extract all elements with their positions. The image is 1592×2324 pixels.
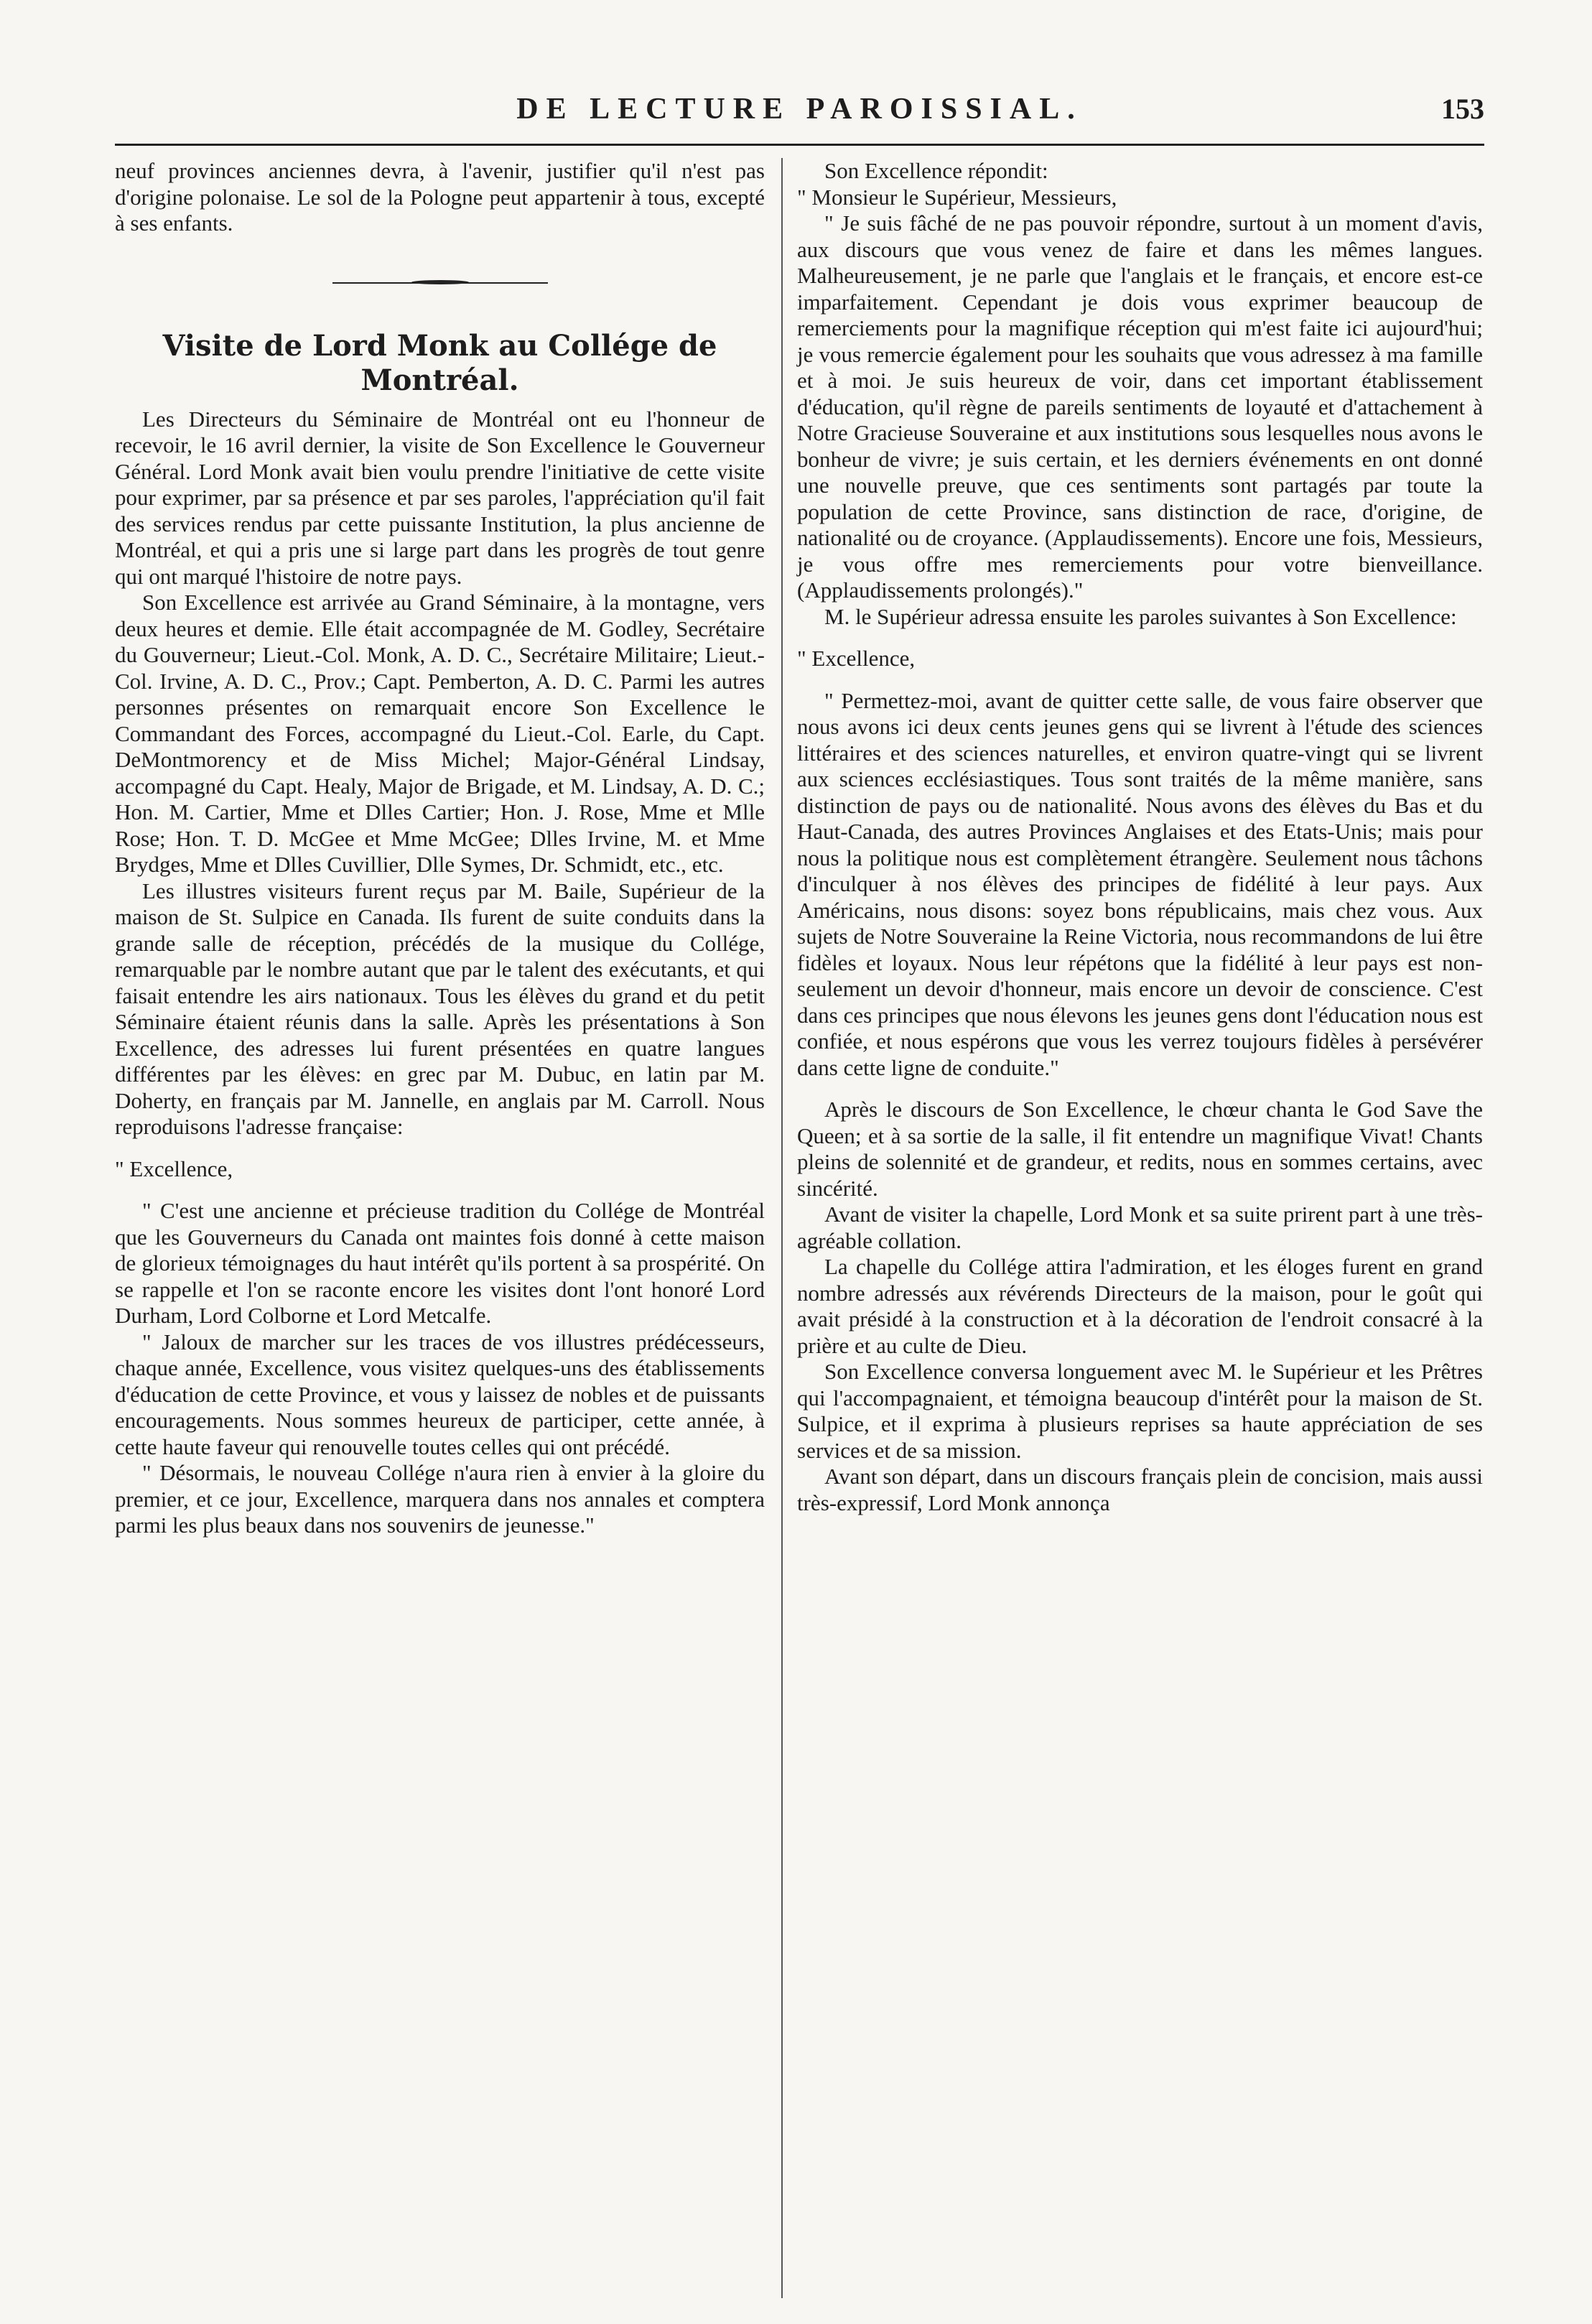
reply-paragraph: " Je suis fâché de ne pas pouvoir répondre, surtout à un moment d'avis, aux discours que vous venez de faire et dans les mêmes langues. Malheureusement, je ne parle que l'anglais et le français, et encore est-ce imparfaitement. Cependant je dois vous exprimer beaucoup de remerciements pour la magnifique réception qui m'est faite ici aujourd'hui; je vous remercie également pour les souhaits que vous adressez à ma famille et à moi. Je suis heureux de voir, dans cet important établissement d'éducation, qu'il règne de pareils sentiments de loyauté et d'attachement à Notre Gracieuse Souveraine et aux institutions sous lesquelles nous avons le bonheur de vivre; je suis certain, et les derniers événements en ont donné une nouvelle preuve, que ces sentiments sont partagés par toute la population de cette Province, sans distinction de race, d'origine, de nationalité ou de croyance. (Applaudissements). Encore une fois, Messieurs, je vous offre mes remerciements pour votre bienveillance. (Applaudissements prolongés)."	[797, 210, 1483, 603]
page-number: 153	[1441, 93, 1484, 125]
address-paragraph: " Jaloux de marcher sur les traces de vos illustres prédécesseurs, chaque année, Excellence, vous visitez quelques-uns des établissements d'éducation de cette Province, et vous y laissez de nobles et de puissants encouragements. Nous sommes heureux de participer, cette année, à cette haute faveur qui renouvelle toutes celles qui ont précédé.	[115, 1329, 765, 1459]
reply-intro: Son Excellence répondit:	[824, 158, 1048, 183]
closing-paragraph: Avant de visiter la chapelle, Lord Monk et sa suite prirent part à une très-agréable collation.	[797, 1201, 1483, 1253]
closing-paragraph: Son Excellence conversa longuement avec M. le Supérieur et les Prêtres qui l'accompagnaient, et témoigna beaucoup d'intérêt pour la maison de St. Sulpice, et il exprima à plusieurs reprises sa haute appréciation de ses services et de sa mission.	[797, 1359, 1483, 1463]
address-paragraph: " Désormais, le nouveau Collége n'aura rien à envier à la gloire du premier, et ce jour, Excellence, marquera dans nos annales et comptera parmi les plus beaux dans nos souvenirs de jeunesse."	[115, 1460, 765, 1538]
paragraph: Les illustres visiteurs furent reçus par M. Baile, Supérieur de la maison de St. Sulpice en Canada. Ils furent de suite conduits dans la grande salle de réception, précédés de la musique du Collége, remarquable par le nombre autant que par le talent des exécutants, et qui faisait entendre les airs nationaux. Tous les élèves du grand et du petit Séminaire étaient réunis dans la salle. Après les présentations à Son Excellence, des adresses lui furent présentées en quatre langues différentes par les élèves: en grec par M. Dubuc, en latin par M. Doherty, en français par M. Jannelle, en anglais par M. Carroll. Nous reproduisons l'adresse française:	[115, 878, 765, 1139]
right-column	[797, 158, 1483, 1516]
superior-paragraph: " Permettez-moi, avant de quitter cette salle, de vous faire observer que nous avons ici deux cents jeunes gens qui se livrent à l'étude des sciences littéraires et des sciences naturelles, et environ quatre-vingt qui se livrent aux sciences ecclésiastiques. Tous sont traités de la même manière, sans distinction de pays ou de nationalité. Nous avons des élèves du Bas et du Haut-Canada, des autres Provinces Anglaises et des Etats-Unis; mais pour nous la politique nous est complètement étrangère. Seulement nous tâchons d'inculquer à nos élèves des principes de fidélité à leur pays. Aux Américains, nous disons: soyez bons républicains, mais chez vous. Aux sujets de Notre Souveraine la Reine Victoria, nous recommandons de lui être fidèles et loyaux. Nous leur répétons que la fidélité à leur pays est non-seulement un devoir d'honneur, mais encore un devoir de conscience. C'est dans ces principes que nous élevons les jeunes gens dont l'éducation nous est confiée, et nous espérons que vous les verrez toujours fidèles à persévérer dans cette ligne de conduite."	[797, 687, 1483, 1080]
running-title: DE LECTURE PAROISSIAL.	[516, 93, 1083, 126]
closing-paragraph: Après le discours de Son Excellence, le chœur chanta le God Save the Queen; et à sa sortie de la salle, il fit entendre un magnifique Vivat! Chants pleins de solennité et de grandeur, et redits, nous en sommes certains, avec sincérité.	[797, 1097, 1483, 1201]
left-column	[115, 158, 765, 1539]
section-ornament	[332, 280, 548, 286]
address-salutation: " Excellence,	[115, 1156, 233, 1181]
continued-paragraph: neuf provinces anciennes devra, à l'avenir, justifier qu'il n'est pas d'origine polonaise. Le sol de la Pologne peut appartenir à tous, excepté à ses enfants.	[115, 158, 765, 236]
closing-paragraph: La chapelle du Collége attira l'admiration, et les éloges furent en grand nombre adressés aux révérends Directeurs de la maison, pour le goût qui avait présidé à la construction et à la décoration de l'endroit consacré à la prière et au culte de Dieu.	[797, 1254, 1483, 1358]
superior-salutation: " Excellence,	[797, 646, 916, 671]
paragraph: Son Excellence est arrivée au Grand Séminaire, à la montagne, vers deux heures et demie. Elle était accompagnée de M. Godley, Secrétaire du Gouverneur; Lieut.-Col. Monk, A. D. C., Secrétaire Militaire; Lieut.-Col. Irvine, A. D. C., Prov.; Capt. Pemberton, A. D. C. Parmi les autres personnes présentes on remarquait encore Son Excellence le Commandant des Forces, accompagné du Lieut.-Col. Earle, du Capt. DeMontmorency et de Miss Michel; Major-Général Lindsay, accompagné du Capt. Healy, Major de Brigade, et M. Lindsay, A. D. C.; Hon. M. Cartier, Mme et Dlles Cartier; Hon. J. Rose, Mme et Mlle Rose; Hon. T. D. McGee et Mme McGee; Dlles Irvine, M. et Mme Brydges, Mme et Dlles Cuvillier, Dlle Symes, Dr. Schmidt, etc., etc.	[115, 590, 765, 877]
paragraph: Les Directeurs du Séminaire de Montréal ont eu l'honneur de recevoir, le 16 avril dernier, la visite de Son Excellence le Gouverneur Général. Lord Monk avait bien voulu prendre l'initiative de cette visite pour exprimer, par sa présence et par ses paroles, l'appréciation qu'il fait des services rendus par cette puissante Institution, la plus ancienne de Montréal, et qui a pris une si large part dans les progrès de tout genre qui ont marqué l'histoire de notre pays.	[115, 406, 765, 589]
header-rule	[115, 144, 1484, 146]
column-divider	[781, 158, 783, 2298]
closing-paragraph: Avant son départ, dans un discours français plein de concision, mais aussi très-expressif, Lord Monk annonça	[797, 1464, 1483, 1515]
article-title: Visite de Lord Monk au Collége de Montréal.	[162, 328, 717, 397]
reply-salutation: " Monsieur le Supérieur, Messieurs,	[797, 184, 1117, 210]
page-header	[115, 92, 1484, 135]
superior-intro: M. le Supérieur adressa ensuite les paroles suivantes à Son Excellence:	[824, 603, 1457, 629]
address-paragraph: " C'est une ancienne et précieuse tradition du Collége de Montréal que les Gouverneurs du Canada ont maintes fois donné à cette maison de glorieux témoignages du haut intérêt qu'ils portent à sa prospérité. On se rappelle et l'on se raconte encore les visites dont l'ont honoré Lord Durham, Lord Colborne et Lord Metcalfe.	[115, 1198, 765, 1328]
